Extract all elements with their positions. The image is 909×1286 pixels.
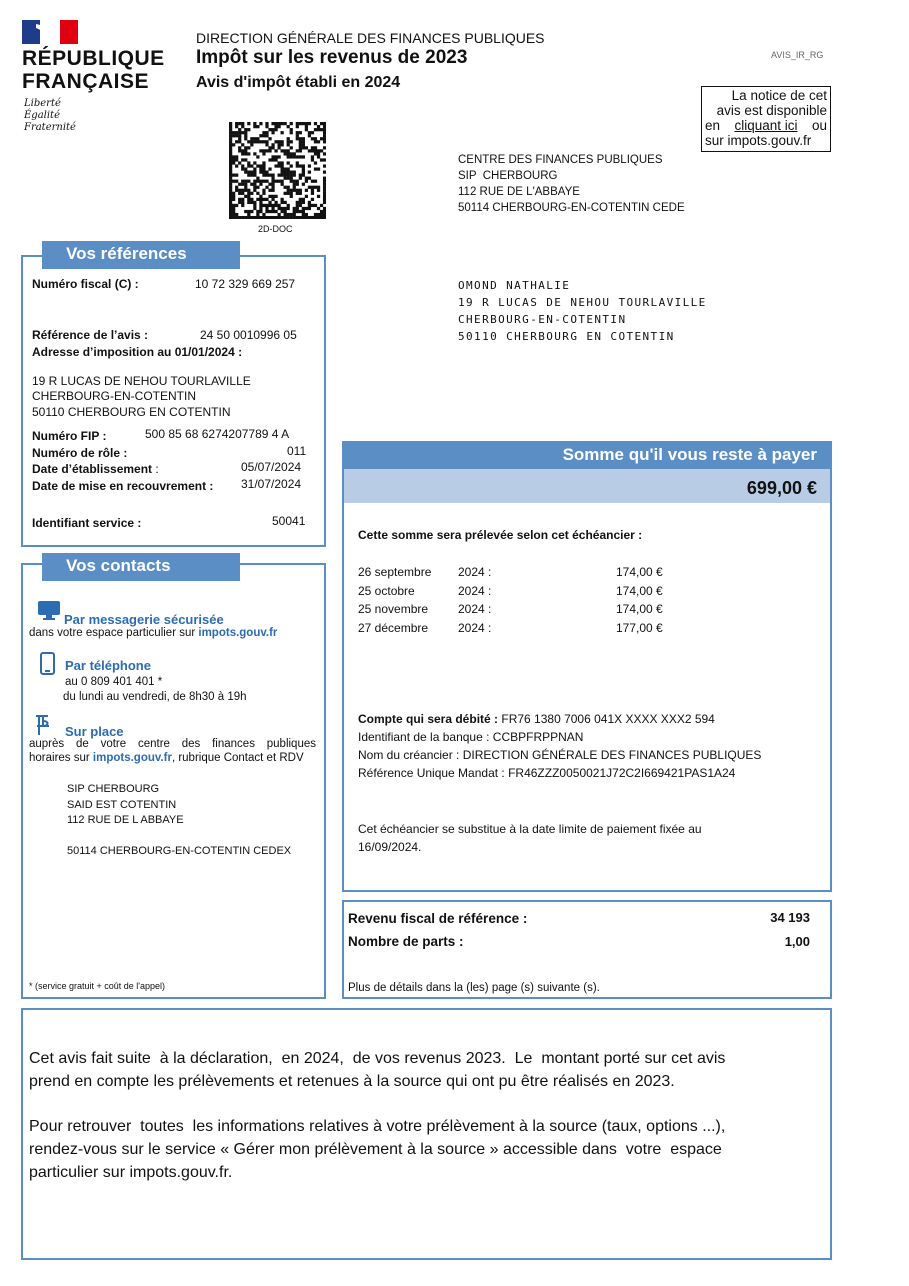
sip-line4: 50114 CHERBOURG-EN-COTENTIN CEDEX [67,844,292,857]
adresse-line2: CHERBOURG-EN-COTENTIN [32,389,196,403]
rfr-label: Revenu fiscal de référence : [348,911,528,926]
fiscal-value: 10 72 329 669 257 [195,277,296,291]
recouv-label: Date de mise en recouvrement : [32,479,214,493]
sip-address [67,782,291,859]
schedule-year: 2024 : [458,565,492,579]
schedule-amount: 174,00 € [616,565,663,579]
creancier: Nom du créancier : DIRECTION GÉNÉRALE DES FINANCES PUBLIQUES [358,748,762,762]
info-p1-line2: prend en compte les prélèvements et retenues à la source qui ont pu être réalisés en 2023. [29,1073,675,1090]
sip-line2: SAID EST COTENTIN [67,798,177,811]
notice-line3 [705,118,827,133]
recipient-name: OMOND NATHALIE [458,279,571,292]
dgfip-title: DIRECTION GÉNÉRALE DES FINANCES PUBLIQUES [196,30,545,46]
recipient-line4: 50110 CHERBOURG EN COTENTIN [458,330,675,343]
adresse-line1: 19 R LUCAS DE NEHOU TOURLAVILLE [32,374,251,388]
messagerie-text [29,627,277,639]
schedule-note2: 16/09/2024. [358,840,422,854]
schedule-date: 27 décembre [358,620,429,635]
messagerie-desc: dans votre espace particulier sur [29,627,199,639]
mandat-ref: Référence Unique Mandat : FR46ZZZ0050021J72C2I669421PAS1A24 [358,766,736,780]
document-code: AVIS_IR_RG [771,50,824,60]
schedule-note1: Cet échéancier se substitue à la date limite de paiement fixée au [358,822,702,836]
schedule-date: 26 septembre [358,565,432,579]
phone-icon [40,652,56,676]
schedule-amount: 174,00 € [616,602,663,616]
recipient-line3: CHERBOURG-EN-COTENTIN [458,313,627,326]
schedule-table [358,565,688,639]
schedule-amount: 177,00 € [616,620,663,635]
recouv-value: 31/07/2024 [241,477,302,491]
info-p2-line2: rendez-vous sur le service « Gérer mon prélèvement à la source » accessible dans votre espace [29,1141,722,1158]
republique-line2: FRANÇAISE [22,70,150,93]
sur-place-title: Sur place [65,724,124,739]
references-title: Vos références [42,241,240,269]
fip-value: 500 85 68 6274207789 4 A [145,427,290,441]
schedule-row [358,602,688,621]
avis-value: 24 50 0010996 05 [200,328,297,342]
notice-line4: sur impots.gouv.fr [705,133,812,148]
fip-label: Numéro FIP : [32,429,107,443]
info-text [29,1047,826,1184]
motto-fraternite: Fraternité [24,122,76,133]
page-title: Impôt sur les revenus de 2023 [196,47,468,68]
etab-value: 05/07/2024 [241,460,302,474]
contacts-footnote: * (service gratuit + coût de l'appel) [29,981,166,991]
fiscal-label: Numéro fiscal (C) : [32,277,139,291]
banque-id: Identifiant de la banque : CCBPFRPPNAN [358,730,584,744]
role-label: Numéro de rôle : [32,446,128,460]
adresse-line3: 50110 CHERBOURG EN COTENTIN [32,405,231,419]
recipient-address [458,277,707,345]
parts-value: 1,00 [784,934,810,949]
monitor-icon [37,600,61,620]
etab-colon: : [152,462,159,476]
schedule-amount: 174,00 € [616,583,663,598]
centre-address [458,152,685,216]
page-subtitle: Avis d'impôt établi en 2024 [196,74,401,91]
payment-amount: 699,00 € [746,478,817,498]
sur-place-rubrique: , rubrique Contact et RDV [171,752,304,764]
sip-line1: SIP CHERBOURG [67,783,160,795]
centre-line2: SIP CHERBOURG [458,170,558,182]
compte-label: Compte qui sera débité : [358,712,499,726]
etab-label: Date d’établissement [32,462,153,476]
datamatrix-icon [229,122,326,219]
schedule-row [358,584,688,603]
avis-label: Référence de l’avis : [32,328,149,342]
telephone-title: Par téléphone [65,658,151,673]
notice-line2: avis est disponible [716,103,827,118]
schedule-year: 2024 : [458,620,492,635]
sur-place-link[interactable]: impots.gouv.fr [92,752,172,764]
schedule-date: 25 novembre [358,602,429,616]
payment-header-text: Somme qu'il vous reste à payer [562,445,817,464]
sur-place-horaires: horaires sur [29,752,93,764]
sip-line3: 112 RUE DE L ABBAYE [67,814,184,826]
sur-place-text1: auprès de votre centre des finances publiques [29,738,316,750]
info-p1-line1: Cet avis fait suite à la déclaration, en 2024, de vos revenus 2023. Le montant porté sur cet avis [29,1050,726,1067]
centre-line1: CENTRE DES FINANCES PUBLIQUES [458,154,663,166]
notice-box[interactable] [701,86,831,152]
messagerie-title: Par messagerie sécurisée [64,612,224,627]
messagerie-link[interactable]: impots.gouv.fr [198,627,278,639]
schedule-intro: Cette somme sera prélevée selon cet échéancier : [358,528,643,542]
compte-value: FR76 1380 7006 041X XXXX XXX2 594 [498,712,715,726]
telephone-number: au 0 809 401 401 * [65,676,163,688]
notice-link[interactable]: cliquant ici [734,118,798,133]
telephone-hours: du lundi au vendredi, de 8h30 à 19h [63,691,247,703]
datamatrix-code [229,122,326,219]
adresse-label: Adresse d’imposition au 01/01/2024 : [32,345,243,359]
schedule-date: 25 octobre [358,583,415,598]
info-p2-line1: Pour retrouver toutes les informations relatives à votre prélèvement à la source (taux, options ...), [29,1118,726,1135]
compte-row [358,712,715,726]
notice-en: en [705,118,721,133]
etab-row [32,462,159,476]
motto-liberte: Liberté [24,98,61,109]
parts-label: Nombre de parts : [348,934,464,949]
republique-logo [22,20,165,138]
schedule-year: 2024 : [458,602,492,616]
centre-line4: 50114 CHERBOURG-EN-COTENTIN CEDE [458,202,685,214]
details-note: Plus de détails dans la (les) page (s) suivante (s). [348,982,600,994]
building-icon [33,713,53,737]
schedule-row [358,621,688,640]
centre-line3: 112 RUE DE L'ABBAYE [458,186,580,198]
motto-egalite: Égalité [24,110,60,121]
service-value: 50041 [272,514,306,528]
rfr-value: 34 193 [770,910,810,925]
role-value: 011 [287,444,307,458]
marianne-icon [22,20,78,44]
sur-place-text2 [29,752,304,764]
notice-ou: ou [811,118,827,133]
service-label: Identifiant service : [32,516,142,530]
recipient-line2: 19 R LUCAS DE NEHOU TOURLAVILLE [458,296,707,309]
schedule-year: 2024 : [458,583,492,598]
info-p2-line3: particulier sur impots.gouv.fr. [29,1164,233,1181]
qr-caption: 2D-DOC [258,224,293,234]
schedule-row [358,565,688,584]
contacts-title: Vos contacts [42,553,240,581]
notice-line1: La notice de cet [731,88,827,103]
republique-line1: RÉPUBLIQUE [22,47,165,70]
